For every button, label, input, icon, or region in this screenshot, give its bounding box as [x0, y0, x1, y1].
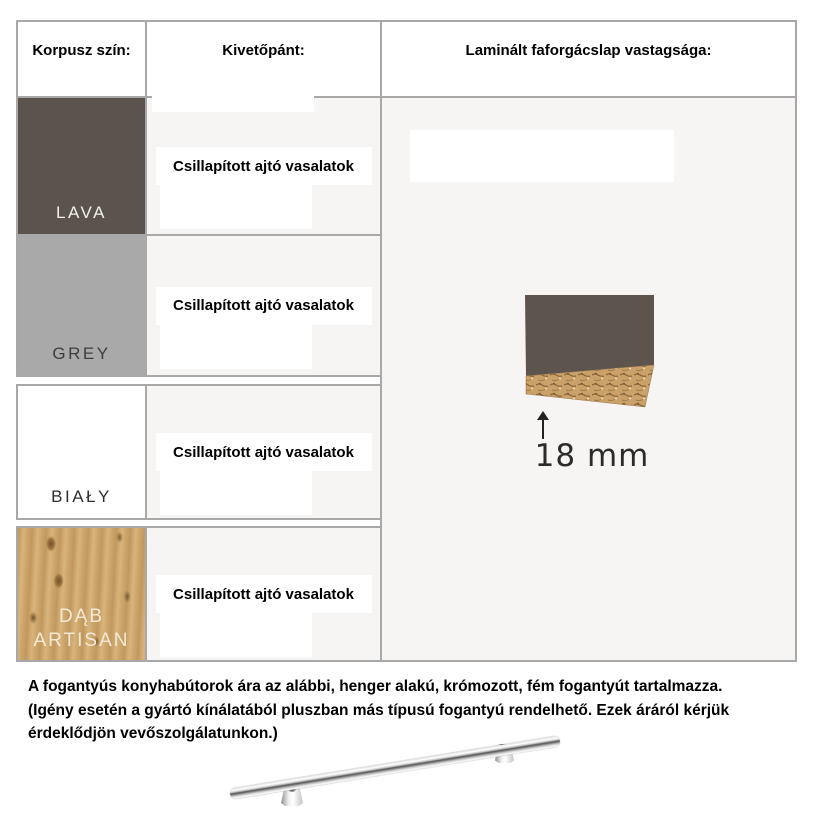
header-korpusz-szin-label: Korpusz szín:: [32, 42, 131, 59]
arrow-up-icon-stem: [542, 419, 544, 439]
white-patch: [410, 130, 674, 182]
swatch-bialy-label: BIAŁY: [51, 486, 112, 506]
thickness-cell: [380, 96, 797, 662]
swatch-lava-label: LAVA: [56, 202, 107, 222]
chipboard-panel-image: [522, 292, 657, 414]
hinge-cell-bialy: [145, 384, 382, 520]
header-kivetopant-label: Kivetőpánt:: [222, 42, 305, 59]
swatch-dab-artisan-label: DĄB ARTISAN: [33, 605, 130, 652]
board-top-face: [525, 295, 654, 376]
footer-note-line-3: érdeklődjön vevőszolgálatunkon.): [28, 725, 278, 742]
swatch-grey-label: GREY: [52, 343, 111, 363]
header-korpusz-szin: [16, 20, 147, 98]
hinge-cell-grey: [145, 234, 382, 377]
thickness-label: 18 mm: [534, 438, 650, 474]
swatch-grey: [16, 234, 147, 377]
footer-note-line-1: A fogantyús konyhabútorok ára az alábbi, henger alakú, krómozott, fém fogantyút tartalmazza.: [28, 678, 723, 695]
hinge-text: Csillapított ajtó vasalatok: [173, 157, 354, 175]
swatch-dab-artisan: [16, 526, 147, 662]
swatch-bialy: [16, 384, 147, 520]
footer-note-line-2: (Igény esetén a gyártó kínálatából pluszban más típusú fogantyú rendelhető. Ezek áráról kérjük: [28, 701, 730, 719]
header-vastagsag: [380, 20, 797, 98]
footer-note: [28, 675, 808, 746]
swatch-lava: [16, 96, 147, 236]
hinge-text: Csillapított ajtó vasalatok: [173, 585, 354, 603]
white-patch: [152, 96, 314, 112]
hinge-cell-lava: [145, 96, 382, 236]
hinge-text: Csillapított ajtó vasalatok: [173, 443, 354, 461]
header-vastagsag-label: Laminált faforgácslap vastagsága:: [465, 42, 712, 59]
hinge-text: Csillapított ajtó vasalatok: [173, 297, 354, 314]
hinge-cell-dab-artisan: [145, 526, 382, 662]
header-kivetopant: [145, 20, 382, 98]
